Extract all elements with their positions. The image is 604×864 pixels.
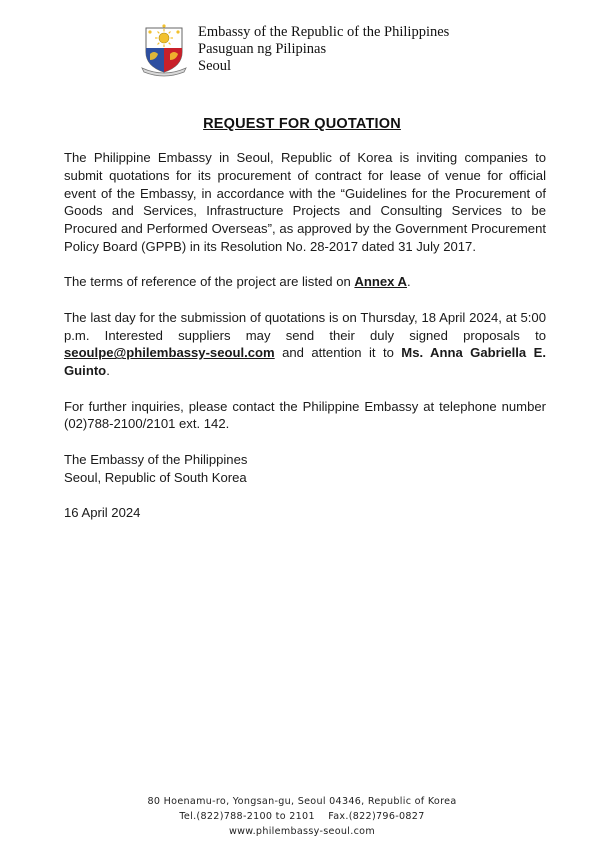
email-link[interactable]: seoulpe@philembassy-seoul.com xyxy=(64,345,275,361)
terms-text: The terms of reference of the project are listed on xyxy=(64,274,355,290)
footer-website[interactable]: www.philembassy-seoul.com xyxy=(229,826,375,837)
letterhead-text xyxy=(198,24,449,75)
annex-a-reference: Annex A xyxy=(354,274,408,290)
footer xyxy=(0,794,604,839)
inquiries-paragraph: For further inquiries, please contact the Philippine Embassy at telephone number (02)788-2100/2101 ext. 142. xyxy=(64,398,546,432)
signature-block xyxy=(64,451,546,487)
terms-paragraph xyxy=(64,273,546,291)
footer-address: 80 Hoenamu-ro, Yongsan-gu, Seoul 04346, Republic of Korea xyxy=(147,796,457,807)
intro-paragraph: The Philippine Embassy in Seoul, Republic of Korea is inviting companies to submit quotations for its procurement of contract for lease of venue for official event of the Embassy, in accordance with the “Guidelines for the Procurement of Goods and Services, Infrastructure Projects and Consulting Services to be Procured and Performed Overseas”, as approved by the Government Procurement Policy Board (GPPB) in its Resolution No. 28-2017 dated 31 July 2017. xyxy=(64,150,546,254)
footer-phone-fax: Tel.(822)788-2100 to 2101 Fax.(822)796-0827 xyxy=(179,811,425,822)
document-title: REQUEST FOR QUOTATION xyxy=(203,116,401,132)
philippine-coat-of-arms-icon xyxy=(136,22,192,78)
letterhead-line-2: Pasuguan ng Pilipinas xyxy=(198,41,327,57)
deadline-mid-text: and attention it to xyxy=(274,345,402,361)
deadline-text: The last day for the submission of quotations is on Thursday, 18 April 2024, at 5:00 p.m. Interested suppliers may send their duly signed proposals to xyxy=(64,309,546,343)
contact-person: Ms. Anna Gabriella E. Guinto xyxy=(64,345,546,379)
deadline-paragraph xyxy=(64,309,546,380)
deadline-period: . xyxy=(106,363,110,379)
letterhead xyxy=(136,22,576,82)
signature-line-1: The Embassy of the Philippines xyxy=(64,451,248,467)
document-date: 16 April 2024 xyxy=(64,504,141,520)
letterhead-line-1: Embassy of the Republic of the Philippines xyxy=(198,24,450,40)
letterhead-line-3: Seoul xyxy=(198,58,232,74)
signature-line-2: Seoul, Republic of South Korea xyxy=(64,469,247,485)
document-body xyxy=(64,149,546,539)
terms-period: . xyxy=(407,274,411,290)
